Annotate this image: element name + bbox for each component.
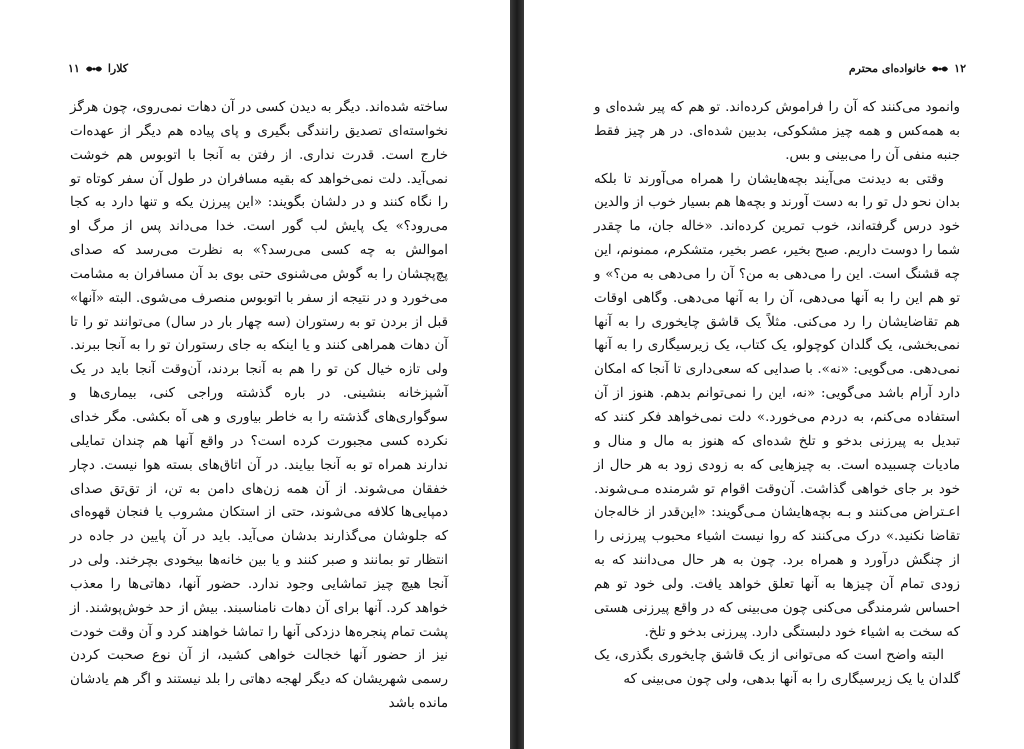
- page-body: [70, 96, 448, 716]
- paragraph: البته واضح است که می‌توانی از یک قاشق چایخوری بگذری، یک گلدان یا یک زیرسیگاری را به آنها بدهی، ولی چون می‌بینی که: [594, 648, 960, 688]
- page-number: ۱۲: [954, 62, 966, 75]
- book-gutter: [510, 0, 524, 749]
- page-number: ۱۱: [68, 62, 80, 75]
- page-body: [594, 96, 960, 692]
- running-title: خانواده‌ای محترم: [848, 62, 927, 75]
- running-title: کلارا: [107, 62, 128, 75]
- ornament-icon: [931, 64, 949, 74]
- left-page: [0, 0, 510, 749]
- right-page: [524, 0, 1024, 749]
- page-header: [849, 62, 966, 75]
- page-header: [68, 62, 128, 75]
- ornament-icon: [85, 64, 103, 74]
- paragraph: ساخته شده‌اند. دیگر به دیدن کسی در آن دهات نمی‌روی، چون هرگز نخواسته‌ای تصدیق رانندگی بگیری و پای پیاده هم دیگر از عهده‌ات خارج است. قدرت نداری. از رفتن به آنجا با اتوبوس هم خوشت نمی‌آید. دلت نمی‌خواهد که بقیه مسافران در طول آن سفر کوتاه تو را نگاه کنند و در دلشان بگویند: «این پیرزن یکه و تنها دارد به کجا می‌رود؟» یک پایش لب گور است. خدا می‌داند پس از مرگ او اموالش به چه کسی می‌رسد؟» به نظرت می‌رسد که صدای پچ‌پچشان را به گوش می‌شنوی حتی بوی بد آن مسافران به مشامت می‌خورد و در نتیجه از سفر با اتوبوس منصرف می‌شوی. البته «آنها» قبل از بردن تو به رستوران (سه چهار بار در سال) می‌توانند تو را تا آن دهات همراهی کنند و یا اینکه به جای رستوران تو را به آنجا ببرند. ولی تازه خیال کن تو را هم به آنجا بردند، آن‌وقت آنجا باید در یک آشپزخانه بنشینی. در باره گذشته وراجی کنی، بیماری‌ها و سوگواری‌های گذشته را به خاطر بیاوری و هی آه بکشی. مگر خدای نکرده کسی مجبورت کرده است؟ در واقع آنها هم چندان تمایلی ندارند همراه تو به آنجا بیایند. در آن اتاق‌های بسته هوا نیست. دچار خفقان می‌شوند. از آن همه زن‌های دامن به تن، از تق‌تق صدای دمپایی‌ها کلافه می‌شوند، حتی از استکان مشروب یا فنجان قهوه‌ای که جلوشان می‌گذارند بدشان می‌آید. باید در آن پایین در جاده در انتظار تو بمانند و صبر کنند و یا بین خانه‌ها بیخودی بچرخند. ولی در آنجا هیچ چیز تماشایی وجود ندارد. حضور آنها، دهاتی‌ها را معذب خواهد کرد. آنها برای آن دهات نامناسبند. بیش از حد خوش‌پوشند. از پشت تمام پنجره‌ها دزدکی آنها را تماشا خواهند کرد و آن وقت خودت نیز از حضور آنها خجالت خواهی کشید، از آن نوع صحبت کردن رسمی شهریشان که دیگر لهجه دهاتی را بلد نیستند و اگر هم یادشان مانده باشد: [70, 100, 448, 712]
- paragraph: وقتی به دیدنت می‌آیند بچه‌هایشان را همراه می‌آورند تا بلکه بدان نحو دل تو را به دست آورند و بچه‌ها هم بسیار خوب از والدین خود درس گرفته‌اند، خوب تمرین کرده‌اند. «خاله جان، ما چقدر شما را دوست داریم. صبح بخیر، عصر بخیر، متشکرم، ممنونم، این چه قشنگ است. این را می‌دهی به من؟ آن را می‌دهی به من؟» و تو هم این را به آنها می‌دهی، آن را به آنها می‌دهی. وگاهی اوقات هم تقاضایشان را رد می‌کنی. مثلاً یک قاشق چایخوری را به آنها نمی‌بخشی، یک گلدان کوچولو، یک کتاب، یک زیرسیگاری را به آنها نمی‌دهی. می‌گویی: «نه». با صدایی که سعی‌داری تا آنجا که امکان دارد آرام باشد می‌گویی: «نه، این را نمی‌توانم بدهم. هنوز از آن استفاده می‌کنم، به دردم می‌خورد.» دلت نمی‌خواهد فکر کنند که تبدیل به پیرزنی بدخو و تلخ شده‌ای که هنوز به مال و منال و ماديات چسبیده است. به چیزهایی که به زودی زود به هر حال از خود بر جای خواهی گذاشت. آن‌وقت اقوام تو شرمنده مـی‌شوند. اعـتراض می‌کنند و بـه بچه‌هایشان مـی‌گویند: «این‌قدر از خاله‌جان تقاضا نکنید.» درک می‌کنند که روا نیست اشیاء محبوب پیرزنی را از چنگش درآورد و همراه برد. چون به هر حال می‌دانند که به زودی تمام آن چیزها به آنها تعلق خواهد یافت. ولی خود تو هم احساس شرمندگی می‌کنی چون می‌بینی که در واقع پیرزنی هستی که سخت به اشیاء خود دلبستگی دارد. پیرزنی بدخو و تلخ.: [594, 171, 960, 640]
- paragraph: وانمود می‌کنند که آن را فراموش کرده‌اند. تو هم که پیر شده‌ای و به همه‌کس و همه چیز مشکوکی، بدبین شده‌ای. در هر چیز فقط جنبه منفی آن را می‌بینی و بس.: [594, 100, 960, 163]
